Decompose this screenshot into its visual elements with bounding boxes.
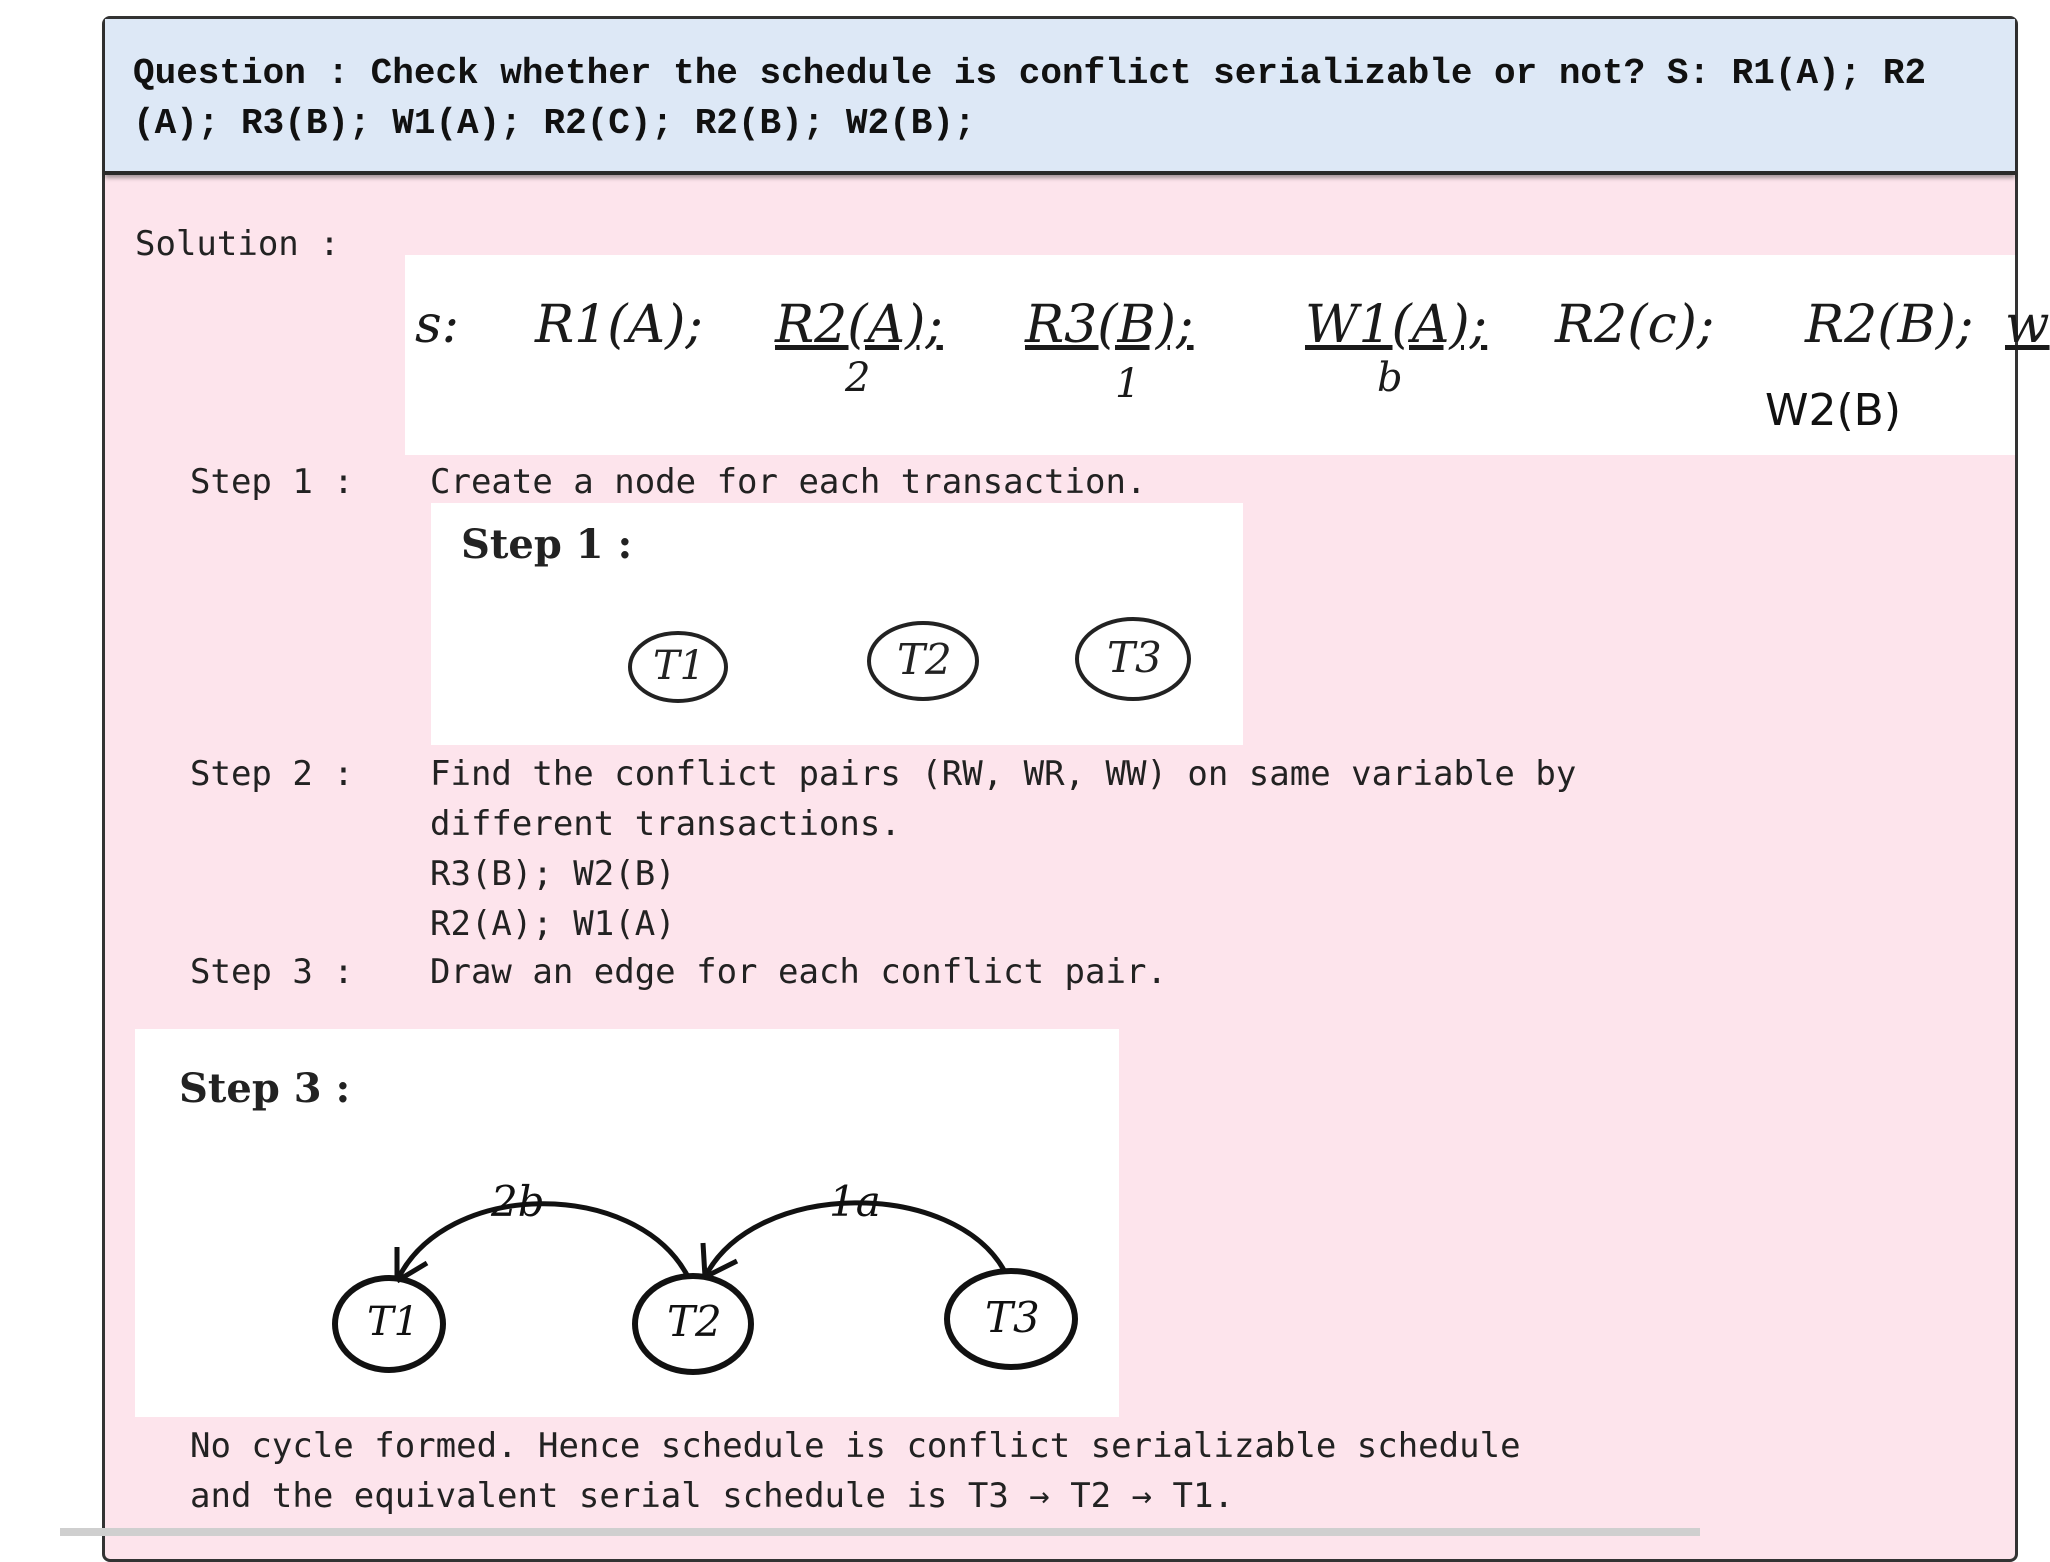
graph-node-t2-label: T2	[667, 1297, 722, 1346]
conclusion-line-1: No cycle formed. Hence schedule is conflict serializable schedule	[190, 1426, 1521, 1466]
node-t3-label: T3	[1107, 633, 1162, 682]
conflict-pair: R3(B); W2(B)	[430, 854, 676, 894]
step1-image-label: Step 1 :	[461, 521, 633, 568]
step2-text: Find the conflict pairs (RW, WR, WW) on same variable by	[430, 754, 1577, 794]
question-text: Question : Check whether the schedule is conflict serializable or not? S: R1(A); R2(A); R3(B); W1(A); R2(C); R2(B); W2(B);	[133, 53, 1927, 144]
schedule-item: w	[2005, 295, 2050, 355]
step3-label: Step 3 :	[190, 952, 354, 992]
step1-nodes-diagram	[431, 503, 1243, 745]
schedule-item: R2(B);	[1805, 295, 1974, 355]
schedule-image	[405, 255, 2050, 455]
schedule-overlay-label: W2(B)	[1765, 385, 1902, 436]
schedule-note: 1	[1115, 361, 1141, 407]
node-t2-label: T2	[897, 635, 952, 684]
step3-text: Draw an edge for each conflict pair.	[430, 952, 1167, 992]
schedule-item: R2(A);	[775, 295, 943, 355]
step3-image-label: Step 3 :	[179, 1065, 351, 1112]
conclusion-line-2: and the equivalent serial schedule is T3 → T2 → T1.	[190, 1476, 1234, 1516]
precedence-graph	[135, 1029, 1119, 1417]
conflict-pair: R2(A); W1(A)	[430, 904, 676, 944]
graph-node-t3-label: T3	[985, 1293, 1040, 1342]
step3-image	[135, 1029, 1119, 1417]
scroll-indicator	[60, 1528, 1700, 1536]
schedule-prefix: s:	[415, 295, 460, 355]
schedule-item: R3(B);	[1025, 295, 1194, 355]
schedule-item: R2(c);	[1555, 295, 1715, 355]
node-t1-label: T1	[653, 643, 706, 689]
schedule-note: b	[1377, 355, 1403, 401]
schedule-item: W1(A);	[1305, 295, 1488, 355]
edge-label-1a: 1a	[829, 1177, 881, 1226]
schedule-item: R1(A);	[535, 295, 703, 355]
step1-image	[431, 503, 1243, 745]
step2-label: Step 2 :	[190, 754, 354, 794]
question-panel	[105, 19, 2015, 175]
graph-node-t1-label: T1	[367, 1299, 420, 1345]
schedule-note: 2	[845, 355, 871, 401]
step1-label: Step 1 :	[190, 462, 354, 502]
step1-text: Create a node for each transaction.	[430, 462, 1147, 502]
edge-label-2b: 2b	[491, 1177, 545, 1226]
step2-text-cont: different transactions.	[430, 804, 901, 844]
solution-label: Solution :	[135, 224, 340, 264]
content-frame	[102, 16, 2050, 1562]
